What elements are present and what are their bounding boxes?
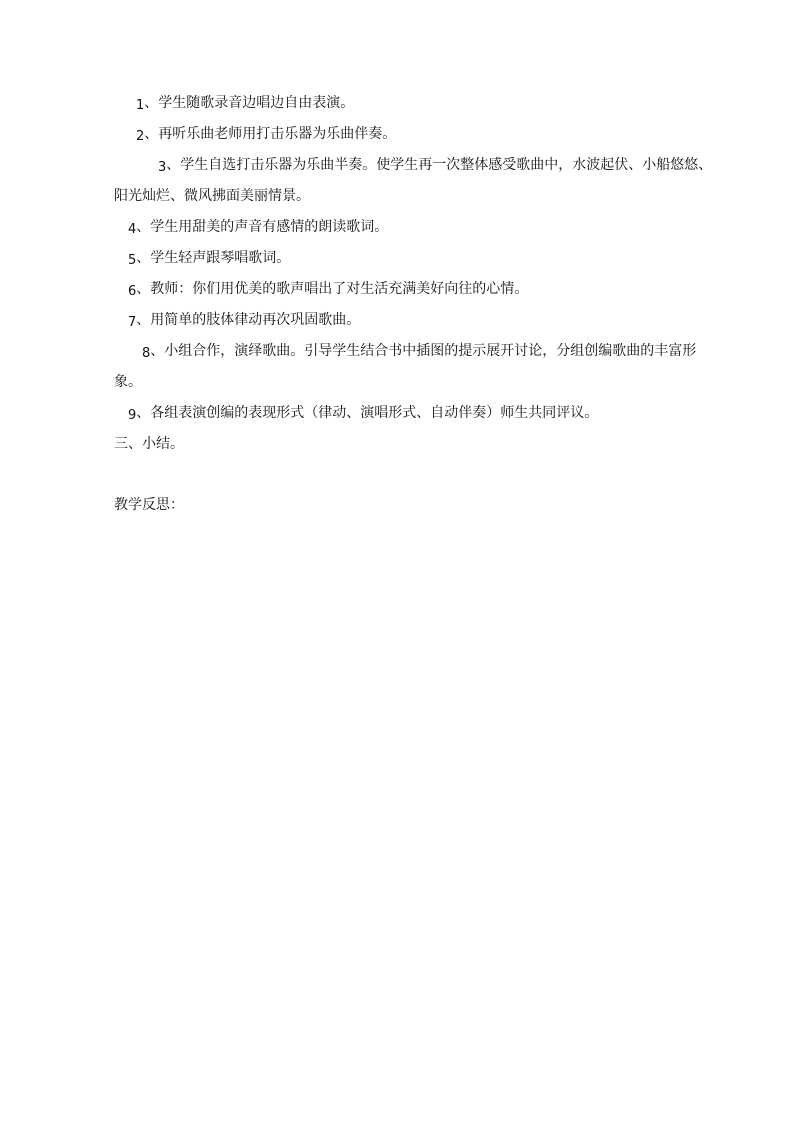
list-item-2 xyxy=(114,119,714,150)
item-number: 2 xyxy=(136,129,145,144)
item-text: 、再听乐曲老师用打击乐器为乐曲伴奏。 xyxy=(144,126,397,142)
item-number: 9 xyxy=(128,408,137,423)
item-number: 4 xyxy=(128,222,137,237)
item-number: 8 xyxy=(142,346,151,361)
item-text: 、学生用甜美的声音有感情的朗读歌词。 xyxy=(136,219,389,235)
list-item-6 xyxy=(114,274,714,305)
section-heading-summary: 三、小结。 xyxy=(114,436,184,452)
list-item-9 xyxy=(114,398,714,429)
item-number: 5 xyxy=(128,253,137,268)
item-text: 、用简单的肢体律动再次巩固歌曲。 xyxy=(136,312,361,328)
list-item-8 xyxy=(114,336,714,398)
item-number: 3 xyxy=(158,160,167,175)
list-item-3 xyxy=(114,150,714,212)
list-item-5 xyxy=(114,243,714,274)
item-text: 、学生轻声跟琴唱歌词。 xyxy=(136,250,291,266)
list-item-1 xyxy=(114,88,714,119)
item-text: 、学生自选打击乐器为乐曲半奏。使学生再一次整体感受歌曲中，水波起伏、小船悠悠、阳光灿烂、微风拂面美丽情景。 xyxy=(114,157,713,204)
item-text: 、教师：你们用优美的歌声唱出了对生活充满美好向往的心情。 xyxy=(136,281,529,297)
document-body xyxy=(114,88,714,521)
item-text: 、各组表演创编的表现形式（律动、演唱形式、自动伴奏）师生共同评议。 xyxy=(136,405,599,421)
item-number: 7 xyxy=(128,315,137,330)
list-item-4 xyxy=(114,212,714,243)
reflection-label: 教学反思： xyxy=(114,497,184,513)
item-number: 6 xyxy=(128,284,137,299)
item-text: 、学生随歌录音边唱边自由表演。 xyxy=(144,95,355,111)
list-item-7 xyxy=(114,305,714,336)
item-number: 1 xyxy=(136,98,145,113)
item-text: 、小组合作，演绎歌曲。引导学生结合书中插图的提示展开讨论，分组创编歌曲的丰富形象。 xyxy=(114,343,697,390)
